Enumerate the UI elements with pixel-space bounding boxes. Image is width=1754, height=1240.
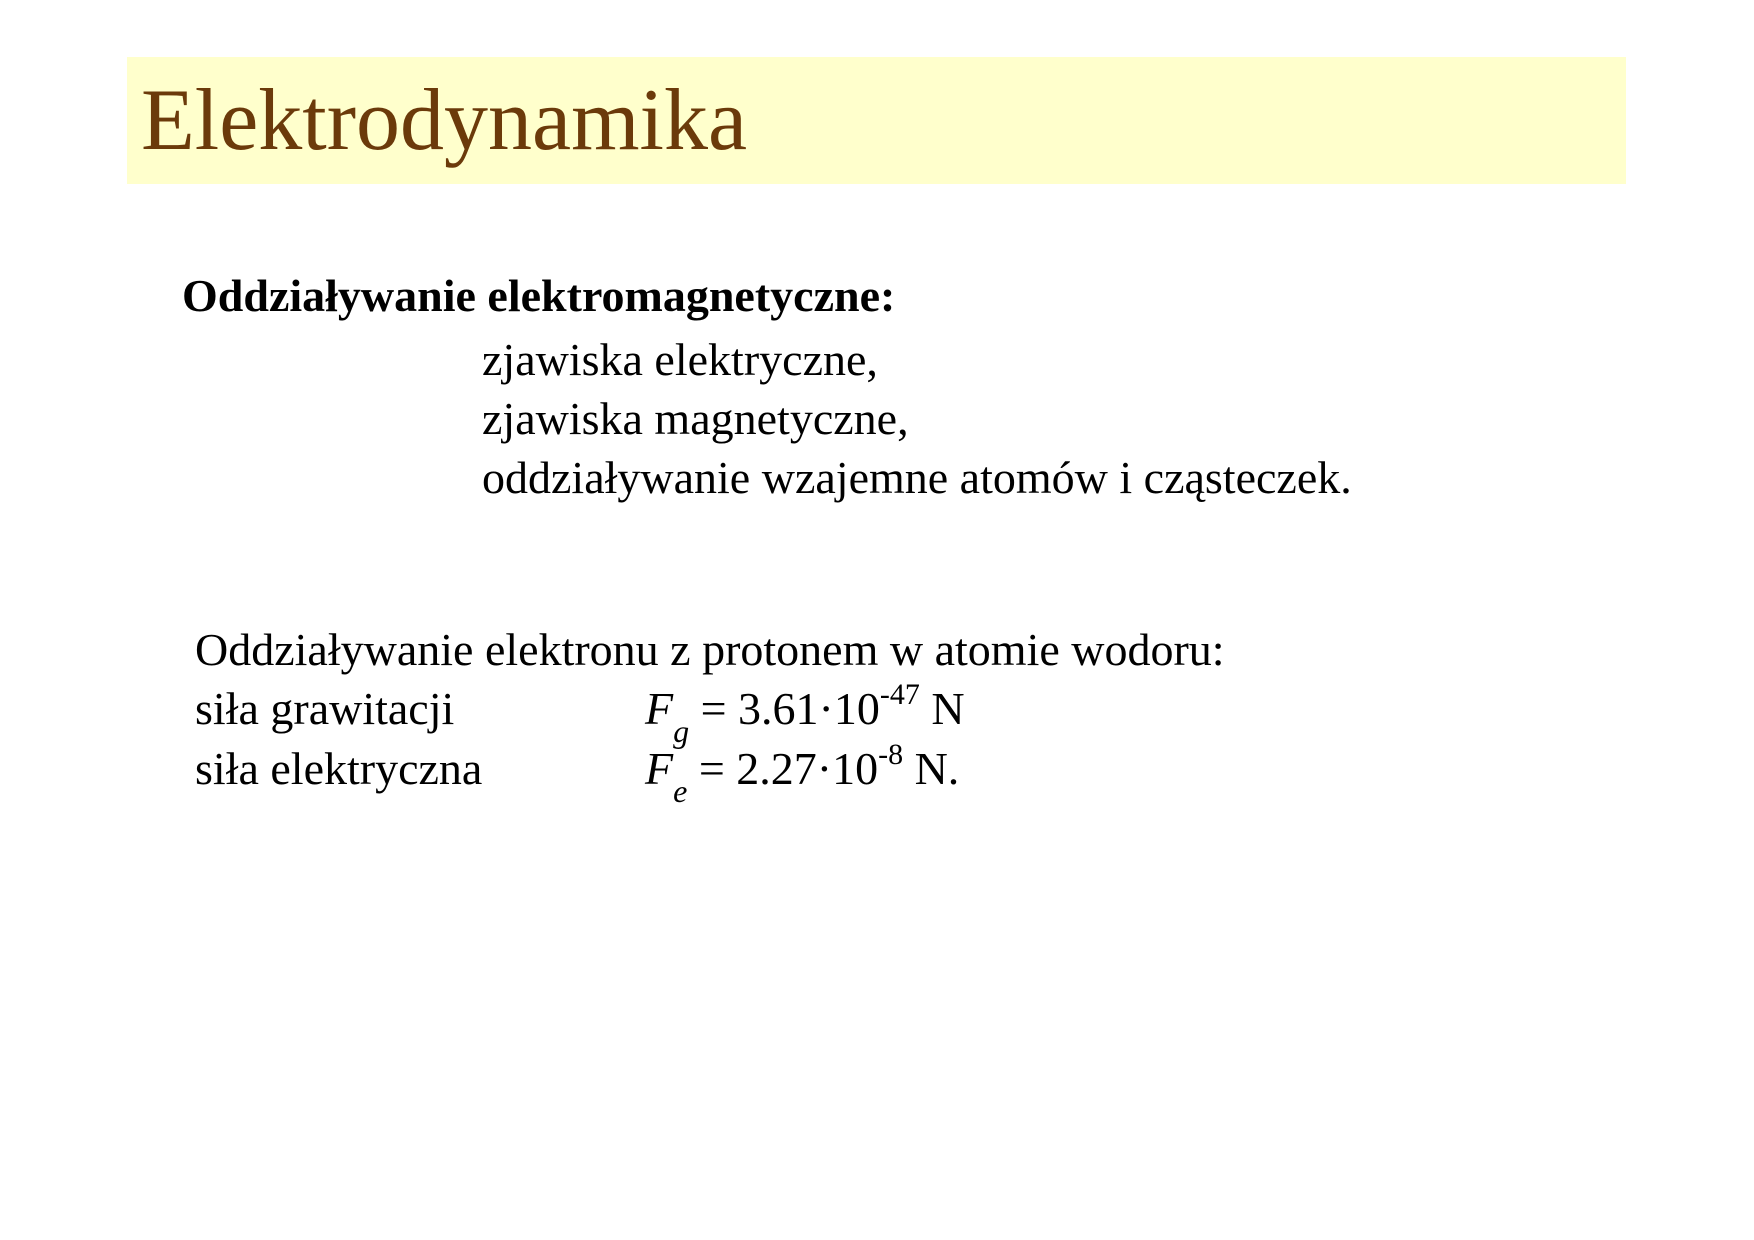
hydrogen-intro: Oddziaływanie elektronu z protonem w atomie wodoru: <box>195 624 1225 675</box>
page-title: Elektrodynamika <box>141 72 748 169</box>
force-subscript: e <box>673 773 688 809</box>
electric-force-formula <box>645 738 960 809</box>
force-symbol: F <box>645 743 674 794</box>
force-exponent: -47 <box>879 678 920 711</box>
force-exponent: -8 <box>878 738 904 771</box>
section-heading: Oddziaływanie elektromagnetyczne: <box>182 270 896 321</box>
list-item: zjawiska elektryczne, <box>482 334 878 385</box>
phenomena-list <box>482 330 1352 507</box>
force-unit: N <box>919 683 965 734</box>
title-bar <box>127 57 1626 184</box>
list-item: zjawiska magnetyczne, <box>482 393 909 444</box>
force-subscript: g <box>673 713 690 749</box>
gravity-force-formula <box>645 678 965 749</box>
force-symbol: F <box>645 683 674 734</box>
force-unit: N. <box>903 743 960 794</box>
electric-force-label: siła elektryczna <box>195 743 483 794</box>
gravity-force-label: siła grawitacji <box>195 683 455 734</box>
gravity-force-row <box>195 678 1225 749</box>
force-value: = 2.27·10 <box>687 743 879 794</box>
force-value: = 3.61·10 <box>689 683 880 734</box>
list-item: oddziaływanie wzajemne atomów i cząsteczek. <box>482 452 1352 503</box>
electric-force-row <box>195 738 1225 809</box>
hydrogen-interaction-block <box>195 620 1225 809</box>
